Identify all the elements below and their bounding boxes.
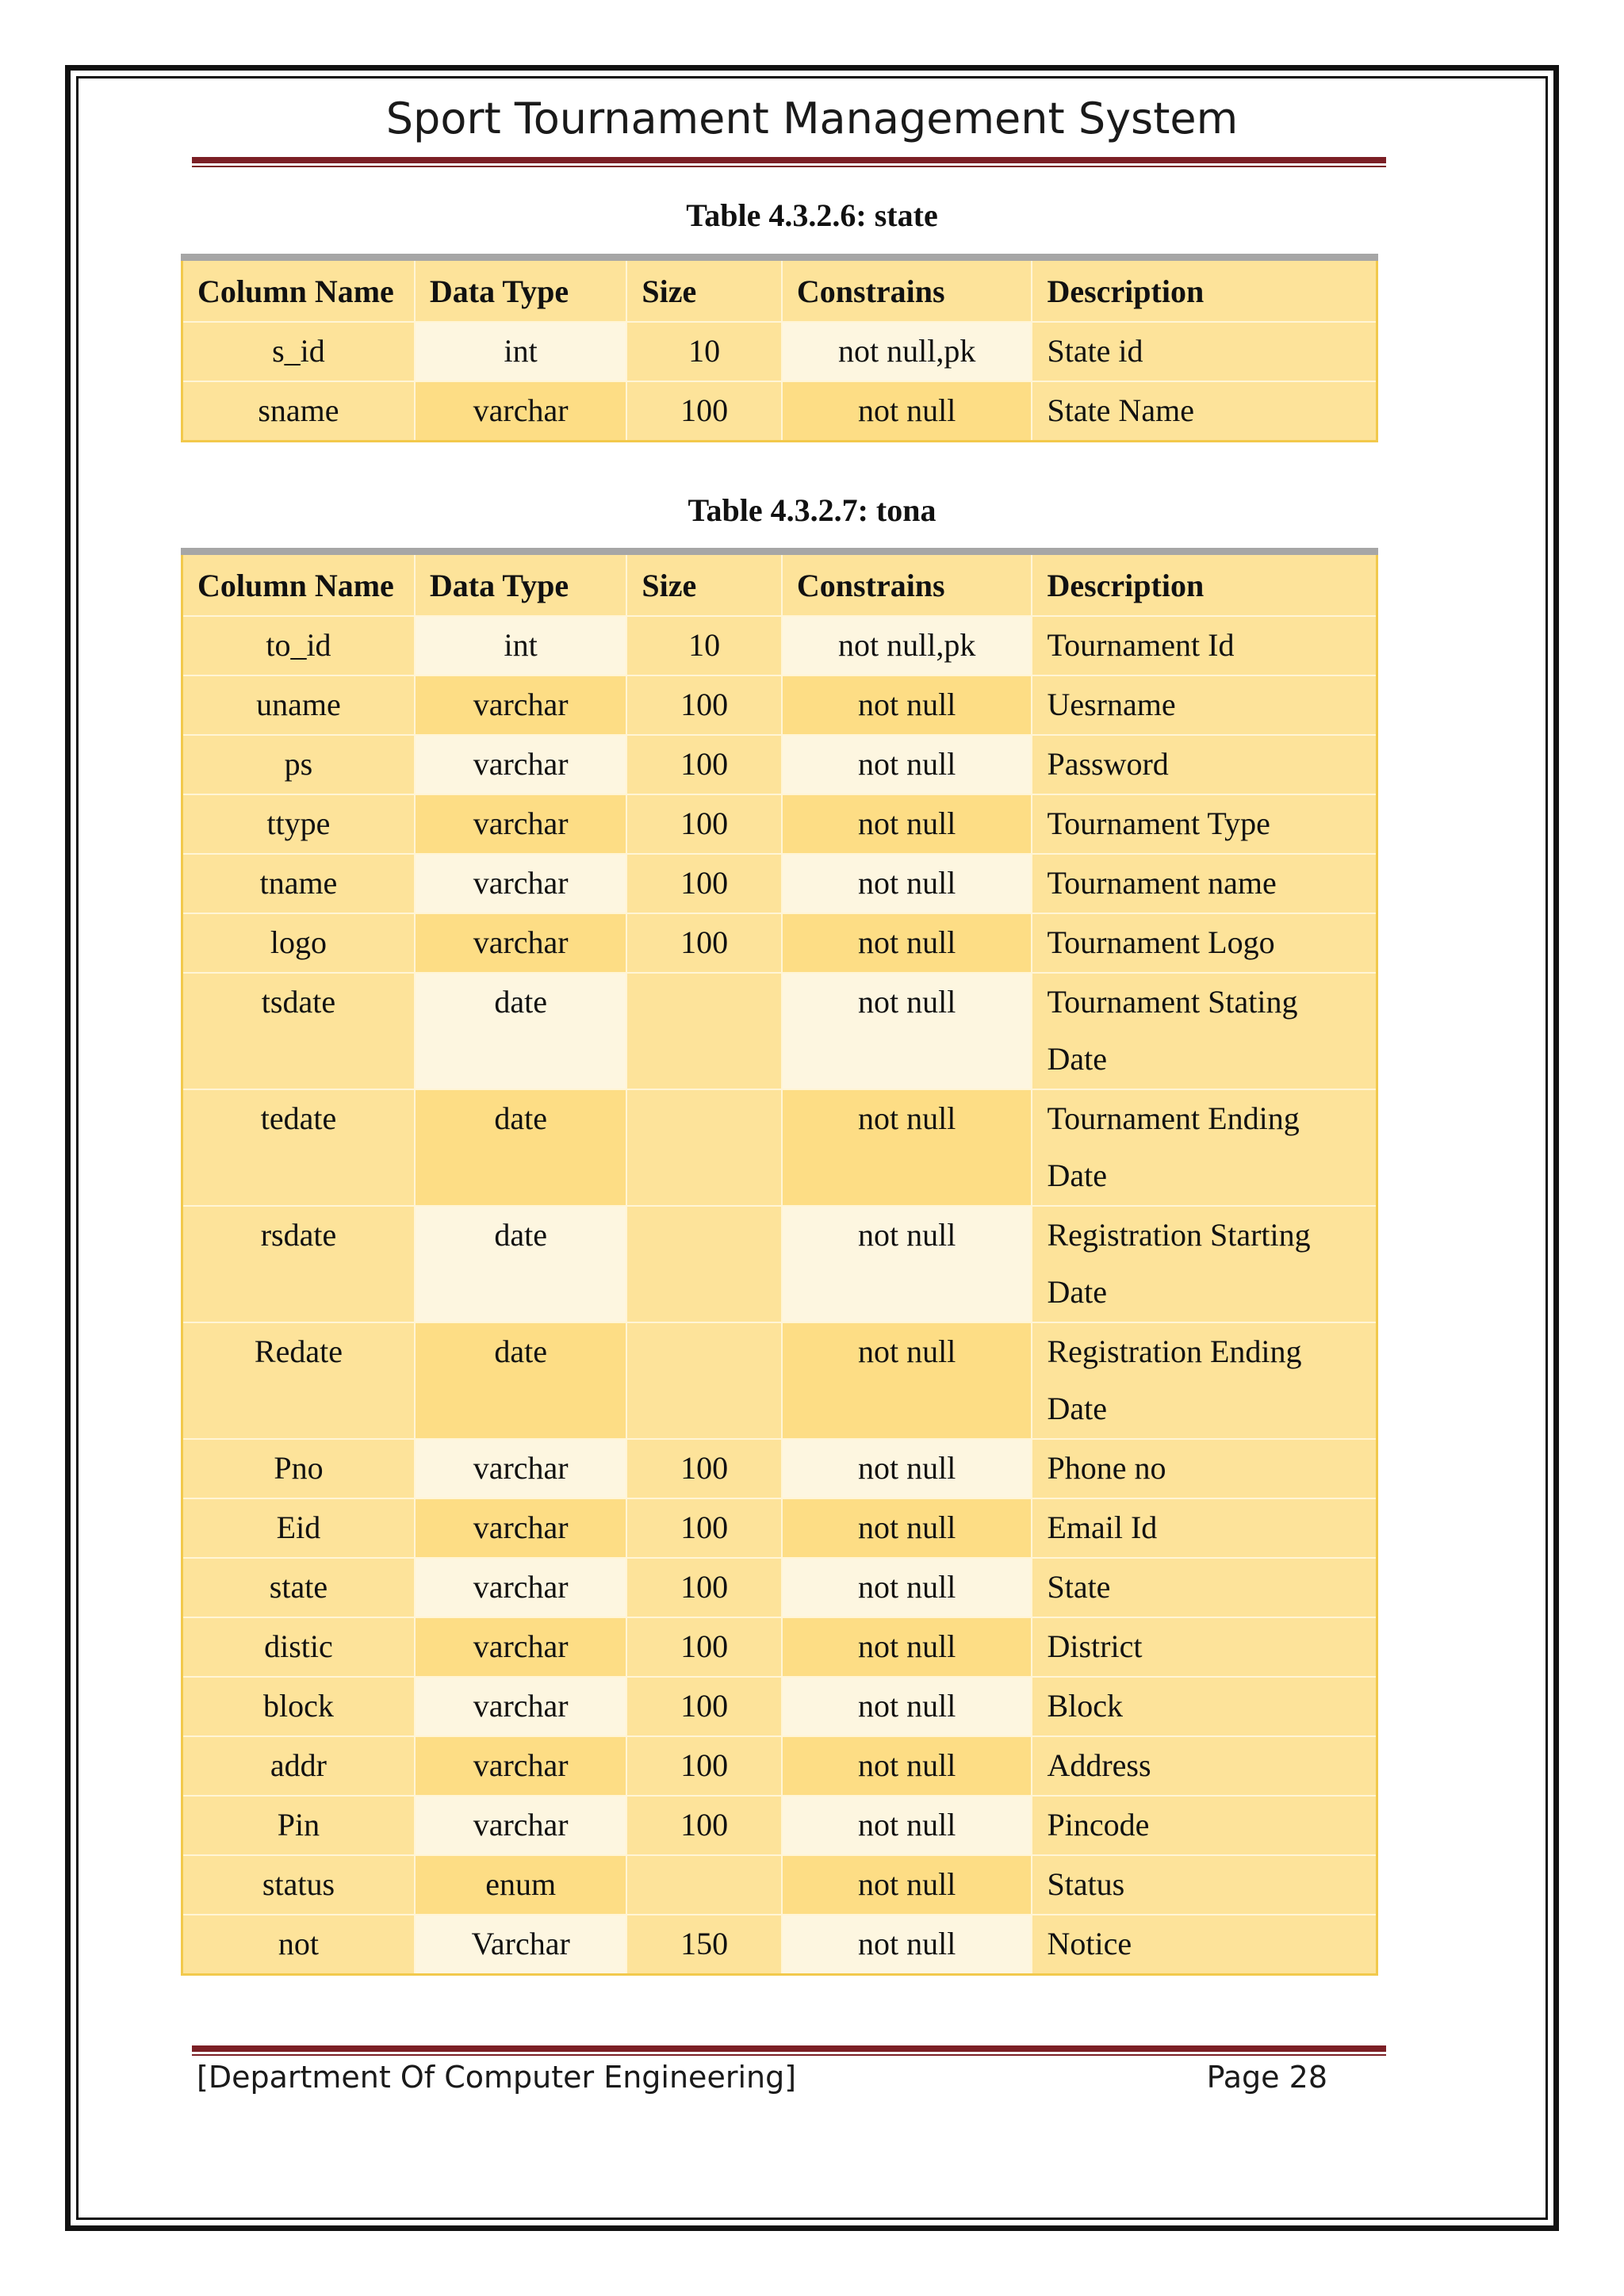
table-row [182, 1089, 1377, 1206]
size-cell: 100 [626, 1498, 782, 1558]
size-cell [626, 1089, 782, 1206]
column-name-cell: Eid [182, 1498, 415, 1558]
header-rule [192, 157, 1386, 167]
constraint-cell: not null [782, 1439, 1032, 1498]
column-name-cell: uname [182, 675, 415, 735]
data-type-cell: varchar [415, 913, 626, 973]
constraint-cell: not null [782, 1089, 1032, 1206]
description-cell: State Name [1032, 381, 1377, 442]
data-type-cell: varchar [415, 735, 626, 794]
description-cell: Uesrname [1032, 675, 1377, 735]
table-row [182, 1322, 1377, 1439]
column-name-cell: tsdate [182, 973, 415, 1089]
constraint-cell: not null [782, 1915, 1032, 1975]
state-table-body [182, 322, 1377, 442]
header-description: Description [1032, 258, 1377, 323]
column-name-cell: block [182, 1677, 415, 1736]
table-row [182, 1439, 1377, 1498]
constraint-cell: not null [782, 1677, 1032, 1736]
table-row [182, 854, 1377, 913]
header-constrains: Constrains [782, 552, 1032, 617]
column-name-cell: rsdate [182, 1206, 415, 1322]
size-cell: 100 [626, 675, 782, 735]
constraint-cell: not null [782, 1617, 1032, 1677]
table-row [182, 675, 1377, 735]
column-name-cell: s_id [182, 322, 415, 381]
table-row [182, 1206, 1377, 1322]
state-table [181, 254, 1378, 442]
column-name-cell: sname [182, 381, 415, 442]
table-row [182, 381, 1377, 442]
data-type-cell: enum [415, 1855, 626, 1915]
size-cell: 100 [626, 913, 782, 973]
size-cell: 100 [626, 1617, 782, 1677]
size-cell: 150 [626, 1915, 782, 1975]
constraint-cell: not null [782, 381, 1032, 442]
column-name-cell: ps [182, 735, 415, 794]
column-name-cell: ttype [182, 794, 415, 854]
tona-table-body [182, 616, 1377, 1975]
header-data-type: Data Type [415, 552, 626, 617]
table-row [182, 1915, 1377, 1975]
constraint-cell: not null [782, 675, 1032, 735]
table-row [182, 322, 1377, 381]
footer-page-number: Page 28 [1206, 2060, 1327, 2095]
description-cell: Registration Starting Date [1032, 1206, 1377, 1322]
column-name-cell: not [182, 1915, 415, 1975]
description-cell: Tournament name [1032, 854, 1377, 913]
column-name-cell: tname [182, 854, 415, 913]
description-cell: Registration Ending Date [1032, 1322, 1377, 1439]
table-row [182, 1677, 1377, 1736]
table-row [182, 1736, 1377, 1796]
column-name-cell: state [182, 1558, 415, 1617]
header-title: Sport Tournament Management System [385, 94, 1239, 144]
data-type-cell: date [415, 1322, 626, 1439]
tona-table [181, 548, 1378, 1976]
constraint-cell: not null [782, 794, 1032, 854]
size-cell: 100 [626, 735, 782, 794]
data-type-cell: varchar [415, 675, 626, 735]
table-row [182, 616, 1377, 675]
header-data-type: Data Type [415, 258, 626, 323]
constraint-cell: not null [782, 1796, 1032, 1855]
data-type-cell: int [415, 616, 626, 675]
table-row [182, 735, 1377, 794]
data-type-cell: varchar [415, 1796, 626, 1855]
constraint-cell: not null [782, 973, 1032, 1089]
data-type-cell: varchar [415, 1617, 626, 1677]
constraint-cell: not null [782, 1498, 1032, 1558]
data-type-cell: varchar [415, 1498, 626, 1558]
size-cell [626, 1322, 782, 1439]
data-type-cell: varchar [415, 794, 626, 854]
table2-caption: Table 4.3.2.7: tona [688, 492, 936, 528]
constraint-cell: not null [782, 1558, 1032, 1617]
constraint-cell: not null [782, 1736, 1032, 1796]
constraint-cell: not null,pk [782, 616, 1032, 675]
size-cell: 100 [626, 794, 782, 854]
size-cell: 100 [626, 854, 782, 913]
constraint-cell: not null [782, 1855, 1032, 1915]
header-size: Size [626, 552, 782, 617]
data-type-cell: varchar [415, 1677, 626, 1736]
column-name-cell: Pin [182, 1796, 415, 1855]
data-type-cell: varchar [415, 1736, 626, 1796]
table-header-row [182, 258, 1377, 323]
description-cell: Notice [1032, 1915, 1377, 1975]
footer-rule [192, 2045, 1386, 2056]
description-cell: Email Id [1032, 1498, 1377, 1558]
header-size: Size [626, 258, 782, 323]
description-cell: State id [1032, 322, 1377, 381]
table1-caption: Table 4.3.2.6: state [686, 197, 938, 233]
size-cell: 100 [626, 381, 782, 442]
description-cell: Phone no [1032, 1439, 1377, 1498]
description-cell: District [1032, 1617, 1377, 1677]
description-cell: State [1032, 1558, 1377, 1617]
size-cell: 100 [626, 1558, 782, 1617]
column-name-cell: addr [182, 1736, 415, 1796]
column-name-cell: status [182, 1855, 415, 1915]
constraint-cell: not null [782, 854, 1032, 913]
description-cell: Pincode [1032, 1796, 1377, 1855]
data-type-cell: Varchar [415, 1915, 626, 1975]
size-cell [626, 1855, 782, 1915]
description-cell: Tournament Id [1032, 616, 1377, 675]
footer-department: [Department Of Computer Engineering] [197, 2060, 797, 2095]
description-cell: Block [1032, 1677, 1377, 1736]
table-row [182, 1796, 1377, 1855]
description-cell: Password [1032, 735, 1377, 794]
data-type-cell: varchar [415, 381, 626, 442]
description-cell: Tournament Type [1032, 794, 1377, 854]
data-type-cell: date [415, 973, 626, 1089]
table-row [182, 973, 1377, 1089]
column-name-cell: logo [182, 913, 415, 973]
size-cell: 100 [626, 1796, 782, 1855]
constraint-cell: not null [782, 1322, 1032, 1439]
constraint-cell: not null [782, 735, 1032, 794]
header-description: Description [1032, 552, 1377, 617]
constraint-cell: not null,pk [782, 322, 1032, 381]
description-cell: Status [1032, 1855, 1377, 1915]
description-cell: Address [1032, 1736, 1377, 1796]
constraint-cell: not null [782, 913, 1032, 973]
column-name-cell: to_id [182, 616, 415, 675]
column-name-cell: Redate [182, 1322, 415, 1439]
table-header-row [182, 552, 1377, 617]
description-cell: Tournament Ending Date [1032, 1089, 1377, 1206]
header-constrains: Constrains [782, 258, 1032, 323]
size-cell: 100 [626, 1439, 782, 1498]
size-cell: 10 [626, 616, 782, 675]
size-cell: 100 [626, 1736, 782, 1796]
column-name-cell: distic [182, 1617, 415, 1677]
data-type-cell: varchar [415, 1558, 626, 1617]
data-type-cell: int [415, 322, 626, 381]
header-column-name: Column Name [182, 552, 415, 617]
table-row [182, 1558, 1377, 1617]
table-row [182, 794, 1377, 854]
size-cell: 100 [626, 1677, 782, 1736]
data-type-cell: varchar [415, 854, 626, 913]
size-cell [626, 973, 782, 1089]
description-cell: Tournament Stating Date [1032, 973, 1377, 1089]
constraint-cell: not null [782, 1206, 1032, 1322]
table-row [182, 1617, 1377, 1677]
data-type-cell: varchar [415, 1439, 626, 1498]
data-type-cell: date [415, 1089, 626, 1206]
data-type-cell: date [415, 1206, 626, 1322]
table-row [182, 1855, 1377, 1915]
size-cell [626, 1206, 782, 1322]
header-column-name: Column Name [182, 258, 415, 323]
size-cell: 10 [626, 322, 782, 381]
description-cell: Tournament Logo [1032, 913, 1377, 973]
column-name-cell: Pno [182, 1439, 415, 1498]
table-row [182, 913, 1377, 973]
table-row [182, 1498, 1377, 1558]
column-name-cell: tedate [182, 1089, 415, 1206]
